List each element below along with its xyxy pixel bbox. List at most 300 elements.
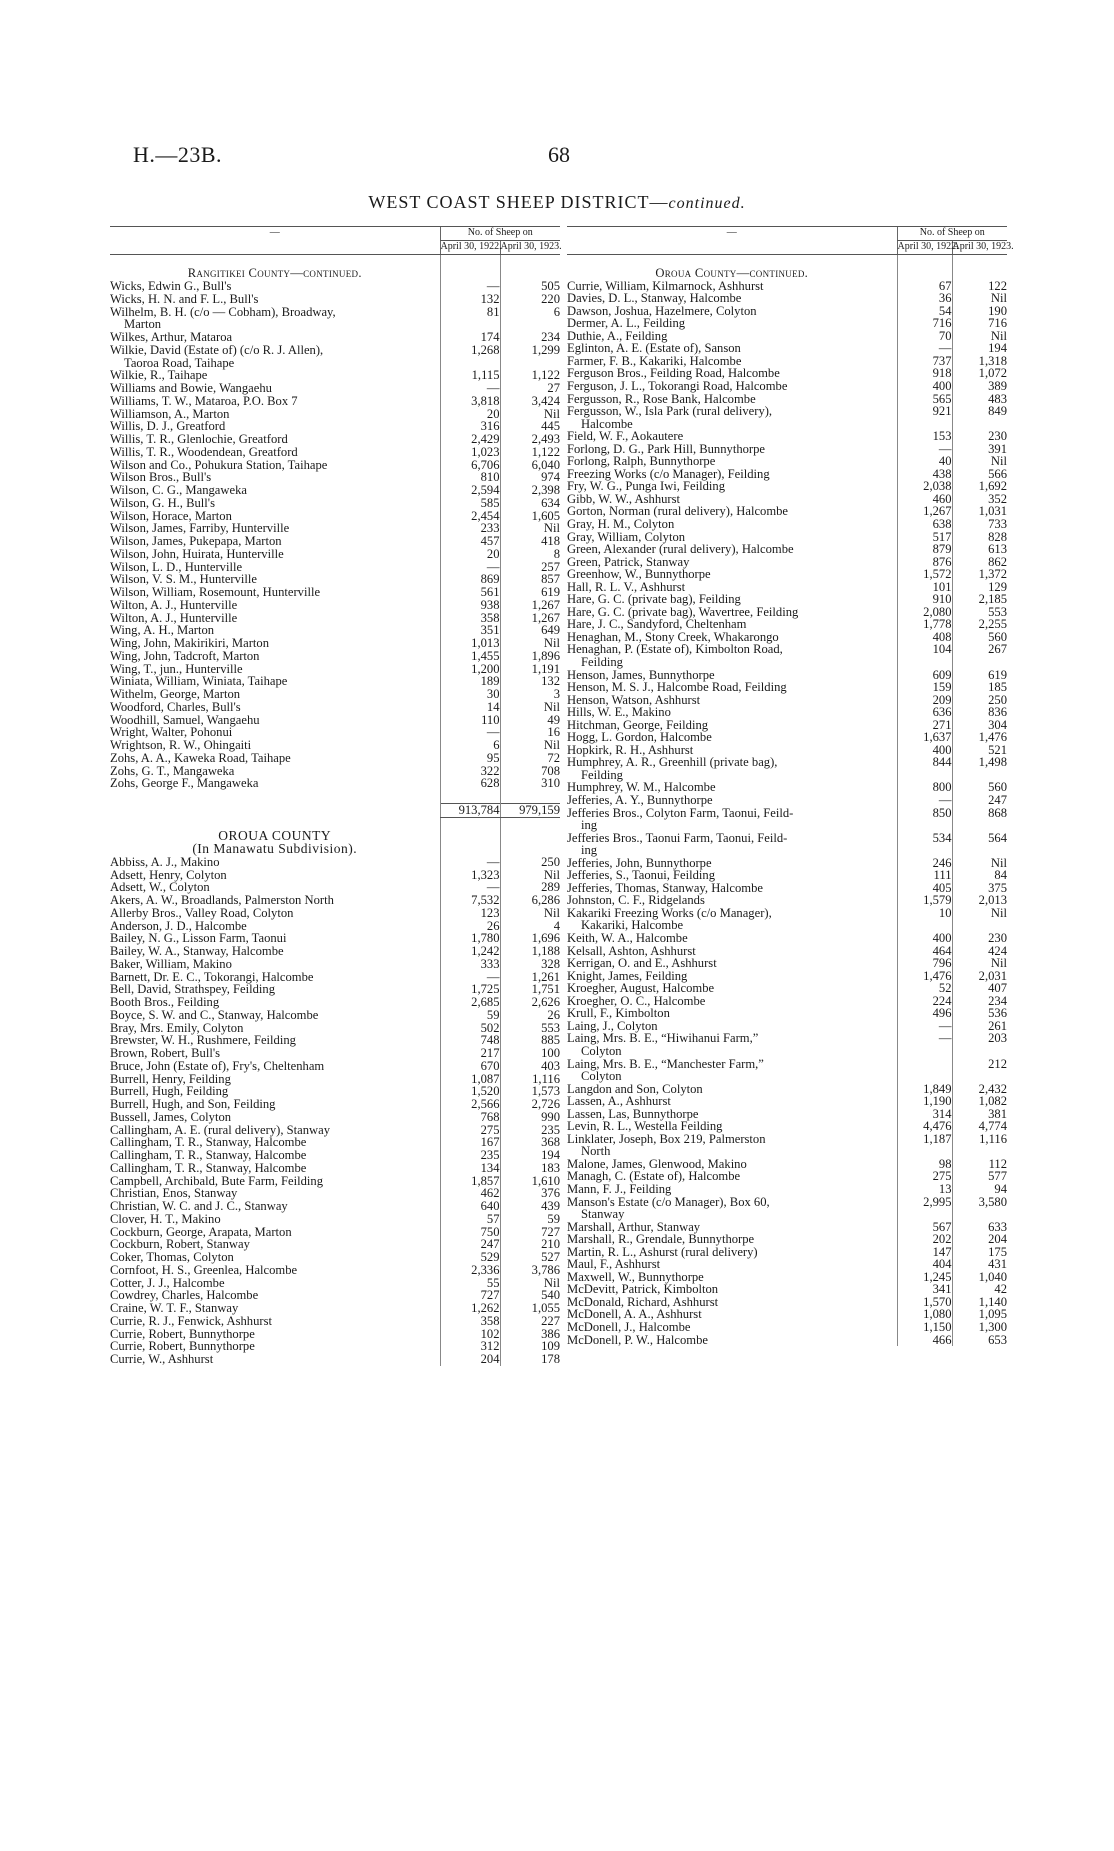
sheep-1922: 7,532 [440,894,500,907]
sheep-1922: 609 [897,669,952,682]
sheep-1923: 1,610 [500,1175,560,1188]
sheep-1923: 230 [952,430,1007,443]
owner-name: Forlong, Ralph, Bunnythorpe [567,454,716,469]
owner-row [567,869,1007,882]
sheep-1922: 918 [897,367,952,380]
sheep-1923: 1,261 [500,971,560,984]
owner-row-continuation [567,1145,1007,1158]
owner-name: Wicks, H. N. and F. L., Bull's [110,291,259,306]
owner-row [567,832,1007,845]
owner-name: Kakariki Freezing Works (c/o Manager), [567,905,772,920]
owner-name: Wilkes, Arthur, Mataroa [110,330,233,344]
sheep-1922: 1,572 [897,568,952,581]
owner-row [567,1095,1007,1108]
owner-name: Eglinton, A. E. (Estate of), Sanson [567,341,741,356]
sheep-1922: 202 [897,1233,952,1246]
owner-name: Feilding [581,767,623,782]
sheep-1922: 6,706 [440,459,500,472]
sheep-1922: 1,087 [440,1073,500,1086]
sheep-1923: 72 [500,752,560,765]
owner-name: McDonell, P. W., Halcombe [567,1332,708,1347]
sheep-1922: 358 [440,1315,500,1328]
owner-name: Coker, Thomas, Colyton [110,1250,234,1264]
sheep-1922: 101 [897,581,952,594]
sheep-1922: 1,023 [440,446,500,459]
sheep-1923: 234 [500,331,560,344]
sheep-1922: 1,520 [440,1085,500,1098]
owner-row [567,1183,1007,1196]
owner-name: Callingham, T. R., Stanway, Halcombe [110,1135,307,1150]
owner-row [567,342,1007,355]
sheep-1922: 844 [897,756,952,769]
sheep-1922: 316 [440,420,500,433]
owner-row [567,1007,1007,1020]
sheep-1923: Nil [500,522,560,535]
owner-name: Wilson, James, Pukepapa, Marton [110,534,282,548]
sheep-1923: 129 [952,581,1007,594]
owner-name: Wilson and Co., Pohukura Station, Taihape [110,457,328,472]
col-1923-header: April 30, 1923. [500,240,560,254]
sheep-1922: 636 [897,706,952,719]
sheep-1923: 59 [500,1213,560,1226]
owner-name: Halcombe [581,416,633,431]
sheep-1923: 1,082 [952,1095,1007,1108]
owner-row [567,455,1007,468]
sheep-1922: — [897,342,952,355]
sheep-1922: 10 [897,907,952,920]
sheep-1923: Nil [500,1277,560,1290]
owner-name: Craine, W. T. F., Stanway [110,1301,239,1315]
owner-row [110,484,560,497]
sheep-1922: 95 [440,752,500,765]
sheep-1923: 328 [500,958,560,971]
owner-name: Fergusson, R., Rose Bank, Halcombe [567,391,756,406]
sheep-1923: 310 [500,777,560,790]
sheep-1923: 431 [952,1258,1007,1271]
owner-row [567,543,1007,556]
owner-name: Jefferies, S., Taonui, Feilding [567,868,716,883]
owner-name: Kroegher, August, Halcombe [567,981,715,996]
owner-name: Gorton, Norman (rural delivery), Halcombe [567,504,789,519]
owner-name: Wilson, James, Farriby, Hunterville [110,521,290,536]
sheep-1922: 20 [440,408,500,421]
sheep-1923: 2,726 [500,1098,560,1111]
owner-name: Wilson, L. D., Hunterville [110,559,243,574]
owner-row [567,1058,1007,1071]
owner-row [567,292,1007,305]
owner-name: Wilhelm, B. H. (c/o — Cobham), Broadway, [110,304,336,319]
owner-name: Gray, William, Colyton [567,529,686,544]
sheep-1922: — [897,1020,952,1033]
owner-row [110,586,560,599]
sheep-1923: 109 [500,1340,560,1353]
sheep-1922: 30 [440,688,500,701]
owner-row [110,293,560,306]
sheep-1922: 1,323 [440,869,500,882]
owner-name: Woodhill, Samuel, Wangaehu [110,712,260,727]
spacer-row [110,817,560,830]
sheep-1922: 3,818 [440,395,500,408]
owner-name: Wing, John, Tadcroft, Marton [110,648,260,663]
sheep-1923: 1,191 [500,663,560,676]
sheep-1923: 560 [952,781,1007,794]
sheep-1923: 521 [952,744,1007,757]
owner-name: Malone, James, Glenwood, Makino [567,1156,747,1171]
sheep-1922: 534 [897,832,952,845]
sheep-1922: 910 [897,593,952,606]
owner-row [567,706,1007,719]
sheep-1922: 628 [440,777,500,790]
owner-name: Bailey, W. A., Stanway, Halcombe [110,944,284,958]
owner-name: ing [581,843,598,858]
sheep-1923: 1,696 [500,932,560,945]
owner-row [567,317,1007,330]
sheep-1923: 439 [500,1200,560,1213]
sheep-1923: 566 [952,468,1007,481]
sheep-1923: 250 [500,856,560,869]
sheep-1923: 974 [500,471,560,484]
owner-row [110,1009,560,1022]
owner-name: Willis, T. R., Woodendean, Greatford [110,444,298,459]
sheep-1922: 876 [897,556,952,569]
sheep-1922: 2,995 [897,1196,952,1209]
empty-cell [440,843,500,856]
sheep-1922: 2,080 [897,606,952,619]
sheep-1923: 536 [952,1007,1007,1020]
sheep-1923: 403 [500,1060,560,1073]
owner-row [110,894,560,907]
sheep-1922: 404 [897,1258,952,1271]
owner-name: Wright, Walter, Pohonui [110,725,233,740]
owner-name: North [581,1144,611,1159]
sheep-1922: 159 [897,681,952,694]
owner-name: Ferguson, J. L., Tokorangi Road, Halcombe [567,378,788,393]
owner-name: Hitchman, George, Feilding [567,717,709,732]
sheep-1923: 553 [952,606,1007,619]
name-column-header: — [110,227,440,255]
sheep-1922: 271 [897,719,952,732]
owner-name: Manson's Estate (c/o Manager), Box 60, [567,1194,770,1209]
sheep-1923: 227 [500,1315,560,1328]
empty-cell [952,267,1007,280]
sheep-1923: 304 [952,719,1007,732]
owner-name: Wilson, John, Huirata, Hunterville [110,546,284,561]
sheep-1922: — [897,794,952,807]
owner-name: Cornfoot, H. S., Greenlea, Halcombe [110,1262,298,1277]
sheep-1923: 175 [952,1246,1007,1259]
sheep-1923: 250 [952,694,1007,707]
sheep-1922: 1,268 [440,344,500,357]
sheep-1922: 2,336 [440,1264,500,1277]
owner-name: Henaghan, P. (Estate of), Kimbolton Road, [567,642,783,657]
owner-name: Wilson Bros., Bull's [110,470,212,485]
sheep-1922: 1,242 [440,945,500,958]
owner-name: Wilson, V. S. M., Hunterville [110,572,258,587]
owner-row [110,331,560,344]
sheep-1922 [897,656,952,669]
owner-name: Withelm, George, Marton [110,687,241,701]
sheep-1922: 54 [897,305,952,318]
owner-name: Baker, William, Makino [110,956,232,971]
sheep-1923: 261 [952,1020,1007,1033]
sheep-1922: 400 [897,380,952,393]
owner-name: Henson, James, Bunnythorpe [567,667,715,682]
owner-name: Greenhow, W., Bunnythorpe [567,567,711,582]
sheep-1922: 217 [440,1047,500,1060]
sheep-1923 [952,1208,1007,1221]
sheep-1923: 2,185 [952,593,1007,606]
owner-row [567,593,1007,606]
empty-cell [952,254,1007,267]
owner-name: Fry, W. G., Punga Iwi, Feilding [567,479,726,494]
owner-name: Managh, C. (Estate of), Halcombe [567,1169,741,1184]
sheep-1922: 153 [897,430,952,443]
owner-name: Laing, Mrs. B. E., “Hiwihanui Farm,” [567,1031,759,1046]
sheep-1923: 619 [952,669,1007,682]
sheep-1922 [897,1070,952,1083]
owner-name: Burrell, Hugh, Feilding [110,1084,229,1099]
owner-name: Williams, T. W., Mataroa, P.O. Box 7 [110,393,298,408]
sheep-1923: 289 [500,881,560,894]
owner-name: Hall, R. L. V., Ashhurst [567,579,686,594]
owner-name: Zohs, George F., Mangaweka [110,776,259,791]
owner-row [110,1200,560,1213]
sheep-1922: 4,476 [897,1120,952,1133]
section-heading: OROUA COUNTY [218,828,332,844]
owner-row [567,1258,1007,1271]
sheep-1923: 527 [500,1251,560,1264]
sheep-1922: 1,778 [897,618,952,631]
owner-name: Adsett, W., Colyton [110,880,210,895]
owner-name: Ferguson Bros., Feilding Road, Halcombe [567,366,780,381]
sheep-1923: 727 [500,1226,560,1239]
owner-name: Barnett, Dr. E. C., Tokorangi, Halcombe [110,969,314,984]
sheep-1923: 3,580 [952,1196,1007,1209]
sheep-1923: 49 [500,714,560,727]
sheep-1923: 212 [952,1058,1007,1071]
title-continued: continued. [668,195,746,212]
sheep-1923: 267 [952,643,1007,656]
spacer-cell [110,254,440,267]
sheep-1923: 8 [500,548,560,561]
sheep-1922: 737 [897,355,952,368]
sheep-1922: 351 [440,624,500,637]
sheep-1923: 1,299 [500,344,560,357]
right-table-body [567,254,1007,1346]
owner-name: Jefferies, A. Y., Bunnythorpe [567,793,713,808]
total-row [110,803,560,817]
sheep-1922: 869 [440,573,500,586]
owner-name: Burrell, Hugh, and Son, Feilding [110,1097,276,1111]
section-heading: Oroua County—continued. [655,266,809,281]
sheep-1922: 800 [897,781,952,794]
owner-row [110,739,560,752]
owner-row-continuation [567,656,1007,669]
sheep-1922: 405 [897,882,952,895]
sheep-1923: 1,116 [500,1073,560,1086]
sheep-1923: 1,055 [500,1302,560,1315]
sheep-1923: Nil [952,292,1007,305]
sheep-1923 [952,819,1007,832]
owner-name: Taoroa Road, Taihape [124,355,235,370]
sheep-1923: 1,573 [500,1085,560,1098]
sheep-1923: 178 [500,1353,560,1366]
sheep-1923: 1,040 [952,1271,1007,1284]
sheep-1922: 670 [440,1060,500,1073]
sheep-1922: 314 [897,1108,952,1121]
owner-row [567,1321,1007,1334]
owner-row [110,1213,560,1226]
owner-row [110,382,560,395]
owner-row [567,480,1007,493]
owner-name: Martin, R. L., Ashurst (rural delivery) [567,1244,758,1259]
sheep-1923: 6,040 [500,459,560,472]
owner-name: Marshall, Arthur, Stanway [567,1219,701,1234]
sheep-1922: — [897,1032,952,1045]
sheep-1922: 2,429 [440,433,500,446]
sheep-table-right [567,226,1014,1347]
owner-row [110,599,560,612]
sheep-1922: 938 [440,599,500,612]
sheep-1922: 233 [440,522,500,535]
owner-row [110,1251,560,1264]
owner-row [110,1264,560,1277]
sheep-1922: 400 [897,744,952,757]
name-column-header: — [567,227,897,255]
sheep-count-group-header: No. of Sheep on [897,227,1007,241]
sheep-1923: 2,013 [952,894,1007,907]
owner-name: Green, Alexander (rural delivery), Halcombe [567,542,794,557]
sheep-1922: 209 [897,694,952,707]
spacer-row [110,790,560,803]
sheep-1923: 445 [500,420,560,433]
owner-row [567,568,1007,581]
owner-name: Allerby Bros., Valley Road, Colyton [110,905,294,920]
sheep-1922: 850 [897,807,952,820]
sheep-1922: 1,200 [440,663,500,676]
sheep-1922: 810 [440,471,500,484]
owner-name: Henson, M. S. J., Halcombe Road, Feilding [567,680,787,695]
sheep-1923: 1,605 [500,510,560,523]
sheep-1923: 1,476 [952,731,1007,744]
sheep-count-group-header: No. of Sheep on [440,227,560,241]
sheep-1923: 1,372 [952,568,1007,581]
sheep-1922 [897,1145,952,1158]
sheep-1923: 1,267 [500,612,560,625]
owner-row-continuation [567,844,1007,857]
sheep-1922: — [440,382,500,395]
owner-name: Levin, R. L., Westella Feilding [567,1119,723,1134]
sheep-1922: 1,150 [897,1321,952,1334]
owner-name: Marshall, R., Grendale, Bunnythorpe [567,1232,755,1247]
owner-name: Akers, A. W., Broadlands, Palmerston North [110,893,334,907]
owner-name: Christian, W. C. and J. C., Stanway [110,1199,288,1213]
sheep-1923: 42 [952,1283,1007,1296]
owner-row [110,1149,560,1162]
sheep-1922 [897,1208,952,1221]
sheep-1923: Nil [500,408,560,421]
sheep-1923: 247 [952,794,1007,807]
owner-name: Hogg, L. Gordon, Halcombe [567,730,712,745]
owner-row [567,756,1007,769]
sheep-1923: 2,493 [500,433,560,446]
sheep-1922: 333 [440,958,500,971]
owner-name: Gibb, W. W., Ashhurst [567,491,681,506]
owner-row [110,1353,560,1366]
sheep-1922: — [440,726,500,739]
sheep-1923: Nil [500,907,560,920]
owner-row [110,535,560,548]
owner-row [110,548,560,561]
owner-name: Farmer, F. B., Kakariki, Halcombe [567,353,742,368]
col-1922-header: April 30, 1922. [897,240,952,254]
sheep-1923: 16 [500,726,560,739]
sheep-1923: 1,498 [952,756,1007,769]
owner-row [110,1302,560,1315]
owner-row [567,681,1007,694]
sheep-1923: 1,116 [952,1133,1007,1146]
owner-name: Kroegher, O. C., Halcombe [567,993,706,1008]
sheep-1922: 2,566 [440,1098,500,1111]
owner-name: Jefferies Bros., Colyton Farm, Taonui, Feild- [567,805,794,820]
sheep-1922 [897,819,952,832]
owner-row [567,430,1007,443]
sheep-1923: 257 [500,561,560,574]
owner-name: Campbell, Archibald, Bute Farm, Feilding [110,1173,324,1188]
sheep-1923: 6 [500,306,560,319]
section-heading: Rangitikei County—continued. [187,266,362,281]
owner-row [110,1047,560,1060]
owner-row [567,794,1007,807]
sheep-1923: 1,300 [952,1321,1007,1334]
owner-row [567,405,1007,418]
owner-row [110,958,560,971]
sheep-1923: 836 [952,706,1007,719]
sheep-1923: Nil [952,907,1007,920]
sheep-1923: 389 [952,380,1007,393]
owner-row [110,1315,560,1328]
sheep-1923: 828 [952,531,1007,544]
sheep-1923: 540 [500,1289,560,1302]
sheep-1923: Nil [500,869,560,882]
sheep-1922: 224 [897,995,952,1008]
sheep-1923: 391 [952,443,1007,456]
sheep-table-left [110,226,560,1366]
sheep-1922: 517 [897,531,952,544]
sheep-1922: 40 [897,455,952,468]
owner-row [567,1334,1007,1347]
owner-name: Williams and Bowie, Wangaehu [110,381,272,395]
sheep-1923: 483 [952,393,1007,406]
sheep-1923: 424 [952,945,1007,958]
sheep-1923 [952,1045,1007,1058]
owner-row [567,807,1007,820]
owner-name: Langdon and Son, Colyton [567,1081,703,1096]
sheep-1922: 26 [440,920,500,933]
sheep-1922: 132 [440,293,500,306]
total-label-cell [110,803,440,817]
owner-name: Jefferies, Thomas, Stanway, Halcombe [567,880,763,895]
sheep-1923: 376 [500,1187,560,1200]
sheep-1923: 407 [952,982,1007,995]
sheep-1922: 246 [897,857,952,870]
sheep-1922: 102 [440,1328,500,1341]
owner-name: Callingham, T. R., Stanway, Halcombe [110,1160,307,1175]
sheep-1923: 1,896 [500,650,560,663]
owner-name: Feilding [581,655,623,669]
sheep-1923: 375 [952,882,1007,895]
owner-row [567,643,1007,656]
